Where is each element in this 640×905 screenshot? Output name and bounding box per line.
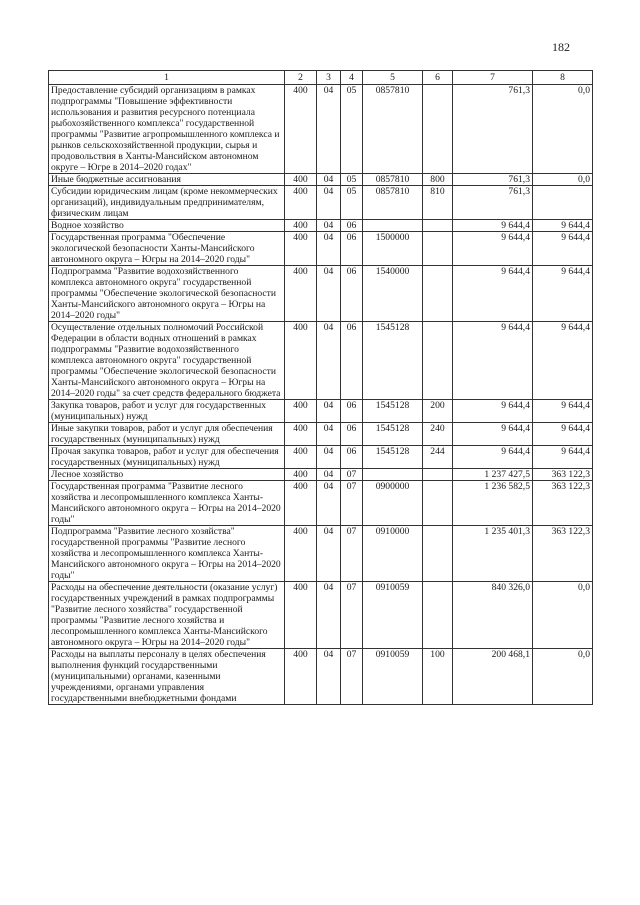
code-cell: 0910059 bbox=[363, 582, 423, 649]
column-header: 3 bbox=[317, 71, 341, 85]
table-row bbox=[49, 649, 593, 705]
amount-cell: 0,0 bbox=[533, 582, 593, 649]
code-cell bbox=[423, 481, 453, 526]
table-row bbox=[49, 232, 593, 266]
amount-cell: 9 644,4 bbox=[453, 232, 533, 266]
amount-cell: 0,0 bbox=[533, 649, 593, 705]
code-cell: 0910059 bbox=[363, 649, 423, 705]
row-name-cell: Закупка товаров, работ и услуг для государственных (муниципальных) нужд bbox=[49, 400, 285, 423]
code-cell bbox=[423, 266, 453, 322]
code-cell: 0857810 bbox=[363, 174, 423, 186]
code-cell: 04 bbox=[317, 174, 341, 186]
amount-cell: 9 644,4 bbox=[533, 400, 593, 423]
code-cell: 400 bbox=[285, 85, 317, 174]
amount-cell: 363 122,3 bbox=[533, 526, 593, 582]
code-cell: 05 bbox=[341, 174, 363, 186]
code-cell: 06 bbox=[341, 220, 363, 232]
code-cell: 244 bbox=[423, 446, 453, 469]
column-header: 6 bbox=[423, 71, 453, 85]
code-cell: 200 bbox=[423, 400, 453, 423]
table-row bbox=[49, 186, 593, 220]
code-cell: 400 bbox=[285, 526, 317, 582]
code-cell: 07 bbox=[341, 526, 363, 582]
code-cell: 240 bbox=[423, 423, 453, 446]
code-cell bbox=[363, 469, 423, 481]
column-header: 1 bbox=[49, 71, 285, 85]
table-row bbox=[49, 469, 593, 481]
table-row bbox=[49, 446, 593, 469]
code-cell: 100 bbox=[423, 649, 453, 705]
amount-cell: 9 644,4 bbox=[533, 232, 593, 266]
row-name-cell: Подпрограмма "Развитие водохозяйственного комплекса автономного округа" государственной программы "Обеспечение экологической безопасности Ханты-Мансийского автономного округа – Югры на 2014–2020 годы" bbox=[49, 266, 285, 322]
code-cell: 0857810 bbox=[363, 186, 423, 220]
code-cell: 04 bbox=[317, 582, 341, 649]
row-name-cell: Субсидии юридическим лицам (кроме некоммерческих организаций), индивидуальным предпринимателям, физическим лицам bbox=[49, 186, 285, 220]
code-cell: 06 bbox=[341, 446, 363, 469]
amount-cell: 0,0 bbox=[533, 85, 593, 174]
code-cell: 1540000 bbox=[363, 266, 423, 322]
column-header: 5 bbox=[363, 71, 423, 85]
code-cell: 06 bbox=[341, 232, 363, 266]
code-cell: 400 bbox=[285, 186, 317, 220]
code-cell: 04 bbox=[317, 266, 341, 322]
code-cell: 04 bbox=[317, 186, 341, 220]
column-header: 8 bbox=[533, 71, 593, 85]
code-cell: 1545128 bbox=[363, 446, 423, 469]
column-header: 7 bbox=[453, 71, 533, 85]
table-row bbox=[49, 423, 593, 446]
code-cell: 810 bbox=[423, 186, 453, 220]
row-name-cell: Осуществление отдельных полномочий Российской Федерации в области водных отношений в рамках подпрограммы "Развитие водохозяйственного комплекса автономного округа" государственной программы "Обеспечение экологической безопасности Ханты-Мансийского автономного округа – Югры на 2014–2020 годы" за счет средств федерального бюджета bbox=[49, 322, 285, 400]
table-row bbox=[49, 481, 593, 526]
amount-cell: 9 644,4 bbox=[453, 266, 533, 322]
code-cell: 400 bbox=[285, 481, 317, 526]
amount-cell: 9 644,4 bbox=[453, 220, 533, 232]
code-cell: 1545128 bbox=[363, 322, 423, 400]
code-cell: 04 bbox=[317, 469, 341, 481]
row-name-cell: Иные бюджетные ассигнования bbox=[49, 174, 285, 186]
code-cell: 06 bbox=[341, 266, 363, 322]
code-cell: 04 bbox=[317, 481, 341, 526]
code-cell: 400 bbox=[285, 174, 317, 186]
code-cell: 400 bbox=[285, 400, 317, 423]
code-cell bbox=[423, 526, 453, 582]
code-cell: 05 bbox=[341, 85, 363, 174]
amount-cell: 9 644,4 bbox=[453, 322, 533, 400]
table-row bbox=[49, 526, 593, 582]
amount-cell: 363 122,3 bbox=[533, 481, 593, 526]
amount-cell: 9 644,4 bbox=[533, 322, 593, 400]
code-cell: 04 bbox=[317, 232, 341, 266]
code-cell bbox=[423, 469, 453, 481]
code-cell: 400 bbox=[285, 469, 317, 481]
row-name-cell: Водное хозяйство bbox=[49, 220, 285, 232]
code-cell: 04 bbox=[317, 649, 341, 705]
amount-cell: 840 326,0 bbox=[453, 582, 533, 649]
code-cell: 06 bbox=[341, 400, 363, 423]
code-cell: 07 bbox=[341, 481, 363, 526]
row-name-cell: Государственная программа "Обеспечение экологической безопасности Ханты-Мансийского автономного округа – Югры на 2014–2020 годы" bbox=[49, 232, 285, 266]
code-cell: 04 bbox=[317, 322, 341, 400]
amount-cell: 0,0 bbox=[533, 174, 593, 186]
page-number: 182 bbox=[552, 40, 570, 54]
amount-cell: 363 122,3 bbox=[533, 469, 593, 481]
amount-cell: 9 644,4 bbox=[453, 423, 533, 446]
code-cell: 07 bbox=[341, 582, 363, 649]
code-cell bbox=[423, 85, 453, 174]
amount-cell: 1 235 401,3 bbox=[453, 526, 533, 582]
code-cell bbox=[363, 220, 423, 232]
code-cell: 400 bbox=[285, 266, 317, 322]
code-cell: 1545128 bbox=[363, 423, 423, 446]
code-cell: 400 bbox=[285, 322, 317, 400]
amount-cell: 9 644,4 bbox=[533, 423, 593, 446]
code-cell: 800 bbox=[423, 174, 453, 186]
code-cell: 400 bbox=[285, 446, 317, 469]
code-cell: 04 bbox=[317, 446, 341, 469]
amount-cell: 9 644,4 bbox=[453, 446, 533, 469]
code-cell bbox=[423, 322, 453, 400]
code-cell: 04 bbox=[317, 423, 341, 446]
code-cell: 400 bbox=[285, 649, 317, 705]
amount-cell: 761,3 bbox=[453, 85, 533, 174]
amount-cell: 200 468,1 bbox=[453, 649, 533, 705]
amount-cell: 9 644,4 bbox=[533, 220, 593, 232]
table-row bbox=[49, 266, 593, 322]
code-cell: 400 bbox=[285, 582, 317, 649]
table-row bbox=[49, 400, 593, 423]
row-name-cell: Государственная программа "Развитие лесного хозяйства и лесопромышленного комплекса Ханты-Мансийского автономного округа – Югры на 2014–2020 годы" bbox=[49, 481, 285, 526]
row-name-cell: Расходы на обеспечение деятельности (оказание услуг) государственных учреждений в рамках подпрограммы "Развитие лесного хозяйства" государственной программы "Развитие лесного хозяйства и лесопромышленного комплекса Ханты-Мансийского автономного округа – Югры на 2014–2020 годы" bbox=[49, 582, 285, 649]
table-row bbox=[49, 322, 593, 400]
amount-cell: 1 237 427,5 bbox=[453, 469, 533, 481]
amount-cell: 761,3 bbox=[453, 186, 533, 220]
amount-cell: 761,3 bbox=[453, 174, 533, 186]
row-name-cell: Лесное хозяйство bbox=[49, 469, 285, 481]
row-name-cell: Иные закупки товаров, работ и услуг для обеспечения государственных (муниципальных) нужд bbox=[49, 423, 285, 446]
code-cell: 1500000 bbox=[363, 232, 423, 266]
table-row bbox=[49, 85, 593, 174]
code-cell: 04 bbox=[317, 85, 341, 174]
table-row bbox=[49, 220, 593, 232]
code-cell bbox=[423, 582, 453, 649]
code-cell: 05 bbox=[341, 186, 363, 220]
code-cell bbox=[423, 232, 453, 266]
code-cell: 400 bbox=[285, 220, 317, 232]
code-cell: 0857810 bbox=[363, 85, 423, 174]
code-cell: 06 bbox=[341, 322, 363, 400]
code-cell: 06 bbox=[341, 423, 363, 446]
code-cell: 04 bbox=[317, 400, 341, 423]
table-row bbox=[49, 174, 593, 186]
budget-table bbox=[48, 70, 593, 705]
code-cell: 0900000 bbox=[363, 481, 423, 526]
code-cell bbox=[423, 220, 453, 232]
amount-cell: 9 644,4 bbox=[533, 446, 593, 469]
code-cell: 1545128 bbox=[363, 400, 423, 423]
row-name-cell: Подпрограмма "Развитие лесного хозяйства" государственной программы "Развитие лесного хозяйства и лесопромышленного комплекса Ханты-Мансийского автономного округа – Югры на 2014–2020 годы" bbox=[49, 526, 285, 582]
row-name-cell: Прочая закупка товаров, работ и услуг для обеспечения государственных (муниципальных) нужд bbox=[49, 446, 285, 469]
row-name-cell: Расходы на выплаты персоналу в целях обеспечения выполнения функций государственными (муниципальными) органами, казенными учреждениями, органами управления государственными внебюджетными фондами bbox=[49, 649, 285, 705]
code-cell: 400 bbox=[285, 423, 317, 446]
column-header: 2 bbox=[285, 71, 317, 85]
code-cell: 07 bbox=[341, 469, 363, 481]
amount-cell bbox=[533, 186, 593, 220]
code-cell: 04 bbox=[317, 220, 341, 232]
table-row bbox=[49, 582, 593, 649]
row-name-cell: Предоставление субсидий организациям в рамках подпрограммы "Повышение эффективности использования и развития ресурсного потенциала рыбохозяйственного комплекса" государственной программы "Развитие агропромышленного комплекса и рынков сельскохозяйственной продукции, сырья и продовольствия в Ханты-Мансийском автономном округе – Югре в 2014–2020 годах" bbox=[49, 85, 285, 174]
code-cell: 400 bbox=[285, 232, 317, 266]
code-cell: 0910000 bbox=[363, 526, 423, 582]
amount-cell: 1 236 582,5 bbox=[453, 481, 533, 526]
column-header: 4 bbox=[341, 71, 363, 85]
amount-cell: 9 644,4 bbox=[533, 266, 593, 322]
header-row bbox=[49, 71, 593, 85]
code-cell: 07 bbox=[341, 649, 363, 705]
code-cell: 04 bbox=[317, 526, 341, 582]
amount-cell: 9 644,4 bbox=[453, 400, 533, 423]
